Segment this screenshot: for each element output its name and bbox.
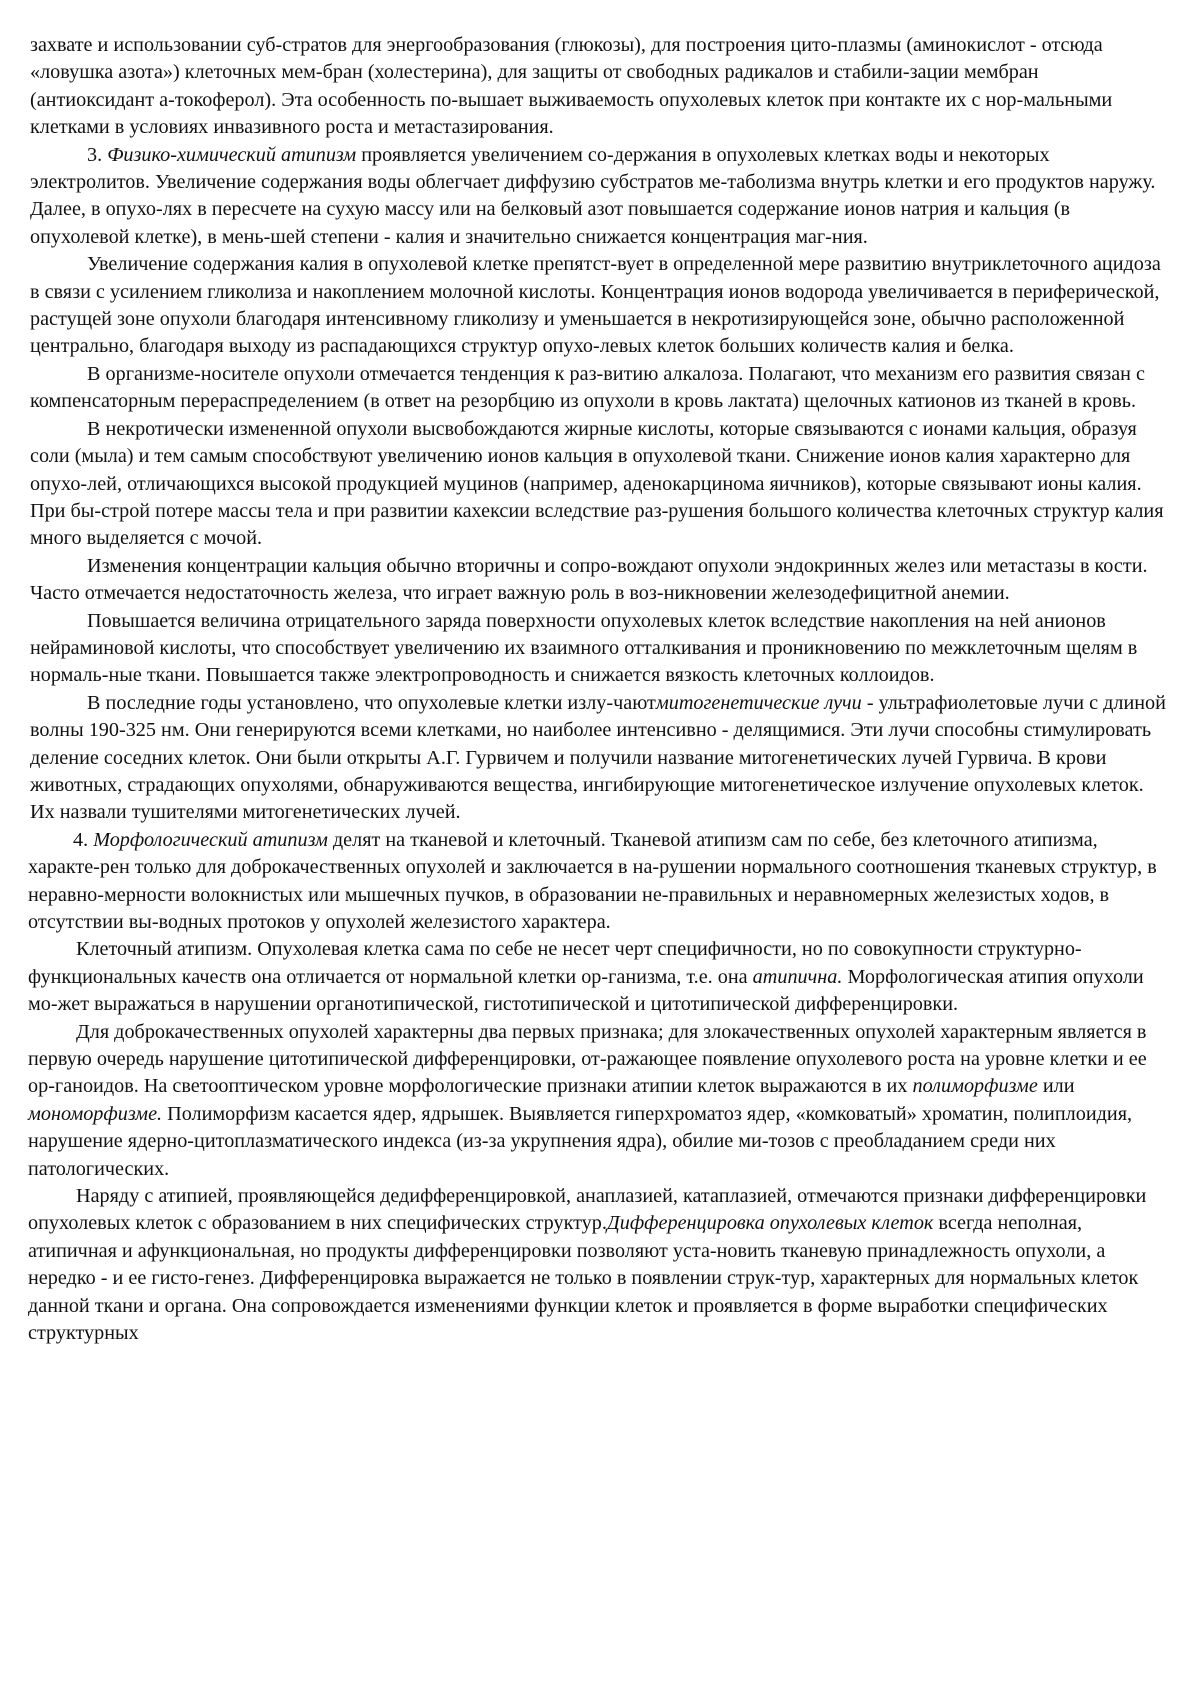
italic-term: Морфологический атипизм <box>93 828 328 851</box>
paragraph-morphological-atypism <box>28 827 1166 937</box>
paragraph-differentiation <box>28 1183 1166 1347</box>
italic-term: полиморфизме <box>912 1075 1038 1098</box>
text-run: захвате и использовании суб-стратов для энергообразования (глюкозы), для построения цито-плазмы (аминокислот - отсюда «ловушка азота») клеточных мем-бран (холестерина), для защиты от свободных радикалов и стабили-зации мембран (антиоксидант а-токоферол). Эта особенность по-вышает выживаемость опухолевых клеток при контакте их с нор-мальными клетками в условиях инвазивного роста и метастазирования. <box>30 34 1113 139</box>
italic-term: митогенетические лучи <box>655 691 862 714</box>
paragraph-surface-charge <box>28 608 1166 690</box>
text-run: В некротически измененной опухоли высвобождаются жирные кислоты, которые связываются с ионами кальция, образуя соли (мыла) и тем самым способствуют увеличению ионов кальция в опухолевой ткани. Снижение ионов калия характерно для опухо-лей, отличающихся высокой продукцией муцинов (например, аденокарцинома яичников), которые связывают ионы калия. При бы-строй потере массы тела и при развитии кахексии вследствие раз-рушения большого количества клеточных структур калия много выделяется с мочой. <box>30 417 1164 550</box>
italic-term: Физико-химический атипизм <box>107 143 357 166</box>
text-run: Увеличение содержания калия в опухолевой клетке препятст-вует в определенной мере развитию внутриклеточного ацидоза в связи с усилением гликолиза и накоплением молочной кислоты. Концентрация ионов водорода увеличивается в периферической, растущей зоне опухоли благодаря интенсивному гликолизу и уменьшается в некротизирующейся зоне, обычно расположенной центрально, благодаря выходу из распадающихся структур опухо-левых клеток больших количеств калия и белка. <box>30 253 1161 358</box>
paragraph-potassium-acidosis <box>28 251 1166 361</box>
text-run: всегда неполная, атипичная и афункциональная, но продукты дифференцировки позволяют уста-новить тканевую принадлежность опухоли, а нередко - и ее гисто-генез. Дифференцировка выражается не только в появлении струк-тур, характерных для нормальных клеток данной ткани и органа. Она сопровождается изменениями функции клеток и проявляется в форме выработки специфических структурных <box>28 1212 1139 1345</box>
italic-term: мономорфизме. <box>28 1102 163 1125</box>
text-run: Полиморфизм касается ядер, ядрышек. Выявляется гиперхроматоз ядер, «комковатый» хроматин, полиплоидия, нарушение ядерно-цитоплазматического индекса (из-за укрупнения ядра), обилие ми-тозов с преобладанием среди них патологических. <box>28 1102 1133 1180</box>
text-run: - ультрафиолетовые лучи с длиной волны 190-325 нм. Они генерируются всеми клетками, но наиболее интенсивно - делящимися. Эти лучи способны стимулировать деление соседних клеток. Они были открыты А.Г. Гурвичем и получили название митогенетических лучей Гурвича. В крови животных, страдающих опухолями, обнаруживаются вещества, ингибирующие митогенетическое излучение опухолевых клеток. Их назвали тушителями митогенетических лучей. <box>30 691 1166 824</box>
paragraph-nutrient-trap <box>28 32 1166 142</box>
text-run: Для доброкачественных опухолей характерны два первых признака; для злокачественных опухолей характерным является в первую очередь нарушение цитотипической дифференцировки, от-ражающее появление опухолевого роста на уровне клетки и ее ор-ганоидов. На светооптическом уровне морфологические признаки атипии клеток выражаются в их <box>28 1020 1147 1098</box>
text-run: 3. <box>87 143 108 166</box>
text-run: В организме-носителе опухоли отмечается тенденция к раз-витию алкалоза. Полагают, что механизм его развития связан с компенсаторным перераспределением (в ответ на резорбцию из опухоли в кровь лактата) щелочных катионов из тканей в кровь. <box>30 362 1145 413</box>
text-run: Наряду с атипией, проявляющейся дедифференцировкой, анаплазией, катаплазией, отмечаются признаки дифференцировки опухолевых клеток с образованием в них специфических структур. <box>28 1185 1147 1235</box>
paragraph-benign-malignant <box>28 1019 1166 1183</box>
text-run: 4. <box>73 828 94 851</box>
text-run: Морфологическая атипия опухоли мо-жет выражаться в нарушении органотипической, гистотипической и цитотипической дифференцировки. <box>28 965 1144 1016</box>
italic-term: Дифференцировка опухолевых клеток <box>606 1212 934 1235</box>
text-run: Изменения концентрации кальция обычно вторичны и сопро-вождают опухоли эндокринных желез или метастазы в кости. Часто отмечается недостаточность железа, что играет важную роль в воз-никновении железодефицитной анемии. <box>30 554 1148 605</box>
text-run: проявляется увеличением со-держания в опухолевых клетках воды и некоторых электролитов. Увеличение содержания воды облегчает диффузию субстратов ме-таболизма внутрь клетки и его продуктов наружу. Далее, в опухо-лях в пересчете на сухую массу или на белковый азот повышается содержание ионов натрия и кальция (в опухолевой клетке), в мень-шей степени - калия и значительно снижается концентрация маг-ния. <box>30 143 1156 248</box>
paragraph-physicochemical-atypism <box>28 142 1166 252</box>
paragraph-mitogenetic-rays <box>28 690 1166 827</box>
text-run: В последние годы установлено, что опухолевые клетки излу-чают <box>87 691 656 714</box>
paragraph-cellular-atypism <box>28 936 1166 1018</box>
text-run: делят на тканевой и клеточный. Тканевой атипизм сам по себе, без клеточного атипизма, характе-рен только для доброкачественных опухолей и заключается в на-рушении нормального соотношения тканевых структур, в неравно-мерности волокнистых или мышечных пучков, в образовании не-правильных и неравномерных железистых ходов, в отсутствии вы-водных протоков у опухолей железистого характера. <box>28 828 1157 933</box>
text-run: Клеточный атипизм. Опухолевая клетка сама по себе не несет черт специфичности, но по совокупности структурно-функциональных качеств она отличается от нормальной клетки ор-ганизма, т.е. она <box>28 938 1082 988</box>
paragraph-fatty-acids-calcium <box>28 416 1166 553</box>
italic-term: атипична. <box>752 965 843 988</box>
paragraph-alkalosis <box>28 361 1166 416</box>
text-run: или <box>1037 1075 1075 1098</box>
paragraph-calcium-iron <box>28 553 1166 608</box>
text-run: Повышается величина отрицательного заряда поверхности опухолевых клеток вследствие накопления на ней анионов нейраминовой кислоты, что способствует увеличению их взаимного отталкивания и проникновению по межклеточным щелям в нормаль-ные ткани. Повышается также электропроводность и снижается вязкость клеточных коллоидов. <box>30 609 1138 687</box>
